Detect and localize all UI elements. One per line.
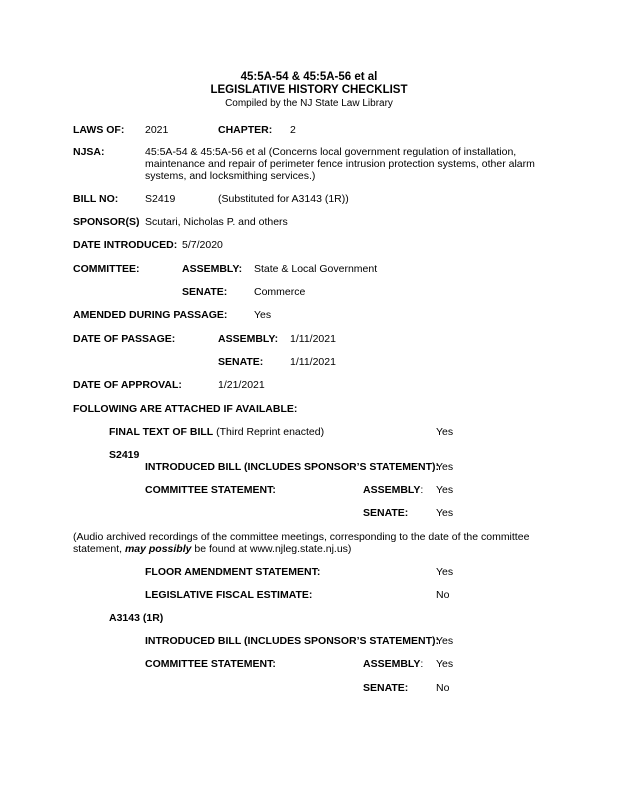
s2419-introduced-label: INTRODUCED BILL (INCLUDES SPONSOR’S STATEMENT): — [145, 461, 439, 473]
date-of-passage-label: DATE OF PASSAGE: — [73, 333, 176, 345]
floor-amendment-label: FLOOR AMENDMENT STATEMENT: — [145, 566, 321, 578]
laws-of-label: LAWS OF: — [73, 124, 125, 136]
final-text-label: FINAL TEXT OF BILL — [109, 426, 214, 438]
amended-value: Yes — [254, 309, 272, 321]
committee-senate-label: SENATE: — [182, 286, 228, 298]
s2419-senate-value: Yes — [436, 507, 454, 519]
passage-senate-value: 1/11/2021 — [290, 356, 336, 368]
amended-label: AMENDED DURING PASSAGE: — [73, 309, 228, 321]
compiled-by: Compiled by the NJ State Law Library — [225, 98, 393, 109]
s2419-assembly-value: Yes — [436, 484, 454, 496]
a3143-assembly-colon: : — [420, 658, 424, 670]
final-text-value: Yes — [436, 426, 454, 438]
a3143-senate-label: SENATE: — [363, 682, 409, 694]
audio-note-line2 — [73, 543, 351, 556]
date-introduced-label: DATE INTRODUCED: — [73, 239, 178, 251]
sponsors-value: Scutari, Nicholas P. and others — [145, 216, 288, 228]
final-text-note: (Third Reprint enacted) — [213, 426, 325, 438]
audio-note-line1: (Audio archived recordings of the committee meetings, corresponding to the date of the committee — [73, 531, 530, 543]
njsa-value-line2: maintenance and repair of perimeter fence intrusion protection systems, other alarm — [145, 158, 535, 170]
s2419-assembly-label: ASSEMBLY — [363, 484, 421, 496]
attached-heading: FOLLOWING ARE ATTACHED IF AVAILABLE: — [73, 403, 298, 415]
date-of-approval-label: DATE OF APPROVAL: — [73, 379, 182, 391]
audio-note-emphasis: may possibly — [124, 543, 192, 555]
passage-senate-label: SENATE: — [218, 356, 264, 368]
committee-senate-value: Commerce — [254, 286, 306, 298]
a3143-assembly-value: Yes — [436, 658, 454, 670]
njsa-value-line3: systems, and locksmithing services.) — [145, 170, 316, 182]
a3143-introduced-value: Yes — [436, 635, 454, 647]
bill-no-label: BILL NO: — [73, 193, 119, 205]
a3143-assembly-label: ASSEMBLY — [363, 658, 421, 670]
date-of-approval-value: 1/21/2021 — [218, 379, 265, 391]
document-subtitle: LEGISLATIVE HISTORY CHECKLIST — [210, 84, 408, 96]
chapter-value: 2 — [290, 124, 296, 136]
laws-of-value: 2021 — [145, 124, 169, 136]
final-text-row — [109, 426, 324, 439]
a3143-committee-label: COMMITTEE STATEMENT: — [145, 658, 276, 670]
njsa-value-line1: 45:5A-54 & 45:5A-56 et al (Concerns local government regulation of installation, — [145, 146, 517, 158]
fiscal-estimate-label: LEGISLATIVE FISCAL ESTIMATE: — [145, 589, 313, 601]
date-introduced-value: 5/7/2020 — [182, 239, 223, 251]
audio-note-prefix: statement, — [73, 543, 125, 555]
document-title: 45:5A-54 & 45:5A-56 et al — [240, 71, 378, 83]
s2419-assembly-row — [363, 484, 423, 497]
s2419-assembly-colon: : — [420, 484, 424, 496]
committee-assembly-value: State & Local Government — [254, 263, 378, 275]
a3143-introduced-label: INTRODUCED BILL (INCLUDES SPONSOR’S STATEMENT): — [145, 635, 439, 647]
chapter-label: CHAPTER: — [218, 124, 273, 136]
s2419-introduced-value: Yes — [436, 461, 454, 473]
passage-assembly-value: 1/11/2021 — [290, 333, 336, 345]
committee-assembly-label: ASSEMBLY: — [182, 263, 243, 275]
bill-substituted: (Substituted for A3143 (1R)) — [218, 193, 349, 205]
njsa-label: NJSA: — [73, 146, 105, 158]
fiscal-estimate-value: No — [436, 589, 450, 601]
sponsors-label: SPONSOR(S) — [73, 216, 140, 228]
s2419-committee-label: COMMITTEE STATEMENT: — [145, 484, 276, 496]
s2419-senate-label: SENATE: — [363, 507, 409, 519]
audio-note-suffix: be found at www.njleg.state.nj.us) — [191, 543, 352, 555]
floor-amendment-value: Yes — [436, 566, 454, 578]
s2419-bill-label: S2419 — [109, 449, 140, 461]
a3143-assembly-row — [363, 658, 423, 671]
a3143-bill-label: A3143 (1R) — [109, 612, 164, 624]
passage-assembly-label: ASSEMBLY: — [218, 333, 279, 345]
a3143-senate-value: No — [436, 682, 450, 694]
committee-label: COMMITTEE: — [73, 263, 140, 275]
bill-no-value: S2419 — [145, 193, 176, 205]
